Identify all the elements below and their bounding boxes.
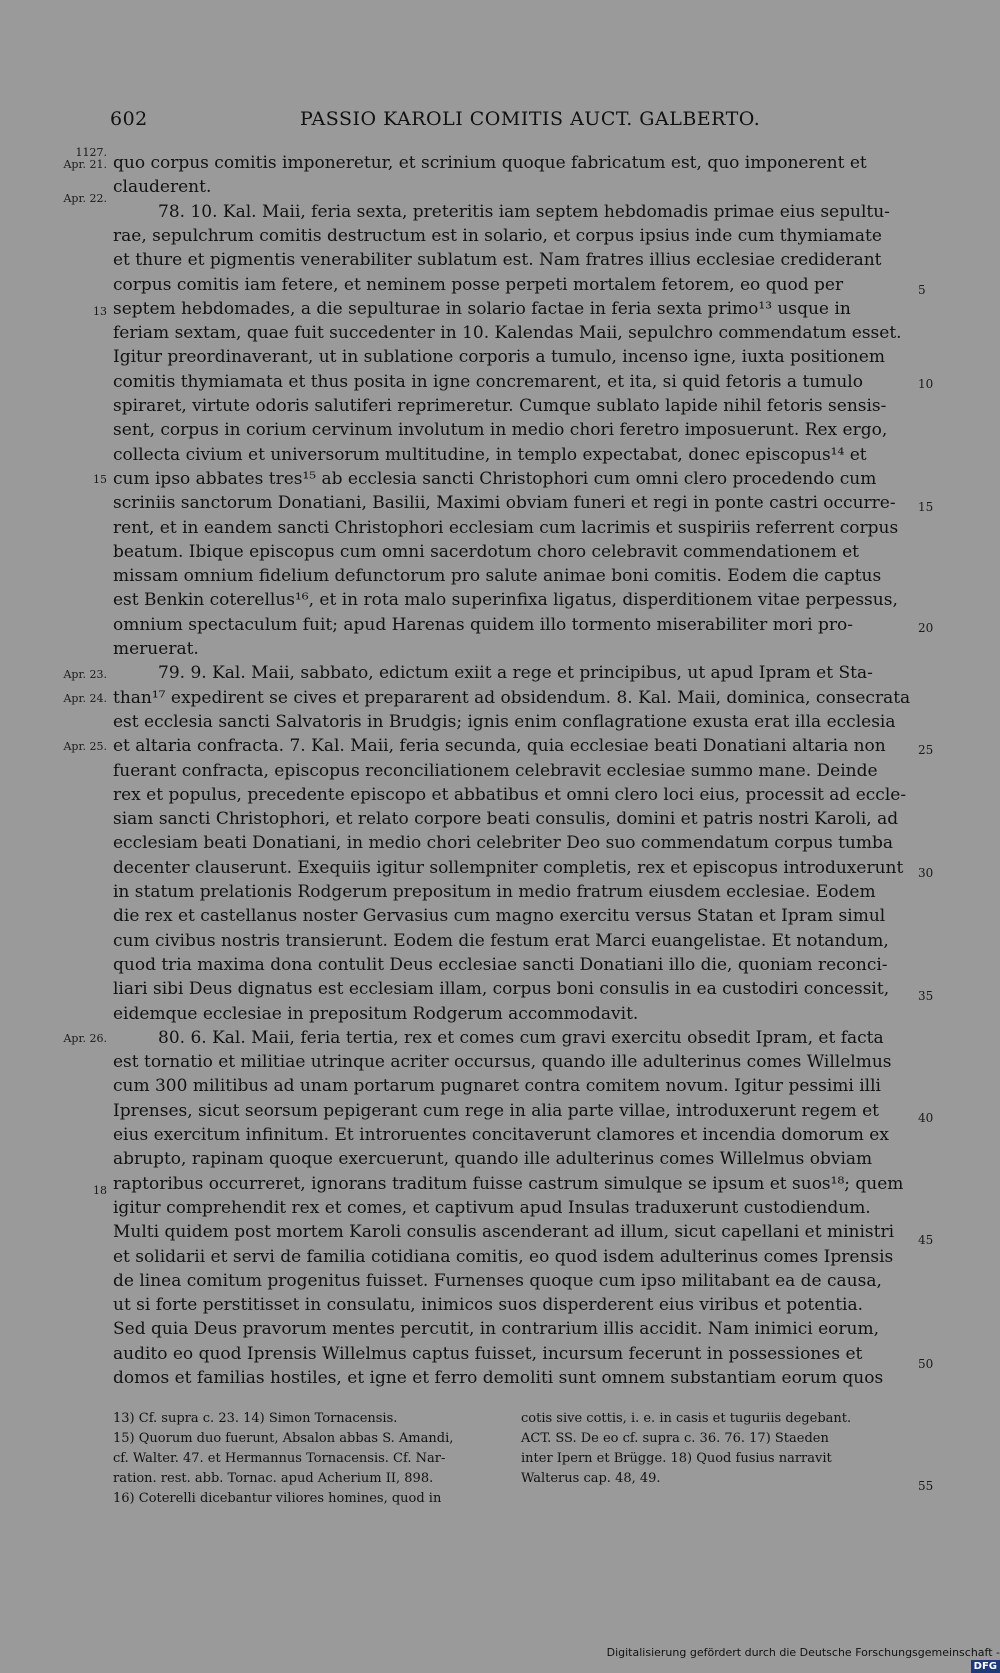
text-line: et altaria confracta. 7. Kal. Maii, feria secunda, quia ecclesiae beati Donatiani altaria non [113,736,886,757]
page-number: 602 [110,108,148,130]
page-header [110,108,910,138]
footnote-line: 13) Cf. supra c. 23. 14) Simon Tornacensis. [113,1411,398,1426]
text-line: spiraret, virtute odoris salutiferi reprimeretur. Cumque sublato lapide nihil fetoris sensis- [113,396,887,416]
text-line: quod tria maxima dona contulit Deus ecclesiae sancti Donatiani illo die, quoniam reconci- [113,954,888,975]
line-number: 20 [918,621,934,635]
text-line: feriam sextam, quae fuit succedenter in 10. Kalendas Maii, sepulchro commendatum esset. [113,323,902,344]
text-line: et solidarii et servi de familia cotidiana comitis, eo quod isdem adulterinus comes Iprensis [113,1246,894,1267]
line-number: 40 [918,1111,934,1125]
text-line: decenter clauserunt. Exequiis igitur sollempniter completis, rex et episcopus introduxerunt [113,857,904,878]
line-number: 50 [918,1357,934,1371]
text-line: igitur comprehendit rex et comes, et captivum apud Insulas traduxerunt custodiendum. [113,1197,871,1218]
text-line: rent, et in eandem sancti Christophori ecclesiam cum lacrimis et suspiriis referrent corpus [113,517,899,538]
text-line: Igitur preordinaverant, ut in sublatione corporis a tumulo, incenso igne, iuxta positionem [113,347,885,368]
margin-date: 1127. Apr. 21. [63,146,107,171]
text-line: in statum prelationis Rodgerum prepositum in medio fratrum eiusdem ecclesiae. Eodem [113,882,876,902]
text-line: than¹⁷ expedirent se cives et prepararent ad obsidendum. 8. Kal. Maii, dominica, consecrata [113,687,911,708]
text-line: septem hebdomades, a die sepulturae in solario factae in feria sexta primo¹³ usque in [113,298,851,319]
text-line: ut si forte perstitisset in consulatu, inimicos suos disperderent eius viribus et potentia. [113,1295,864,1316]
footnote-marker: 15 [93,473,107,486]
text-line: est Benkin coterellus¹⁶, et in rota malo superinfixa ligatus, disperditionem vitae perpessus, [113,590,898,611]
text-line: cum civibus nostris transierunt. Eodem die festum erat Marci euangelistae. Et notandum, [113,930,889,951]
text-line: est ecclesia sancti Salvatoris in Brudgis; ignis enim conflagratione exusta erat illa ecclesia [113,711,896,732]
line-number: 15 [918,500,934,514]
text-line: Sed quia Deus pravorum mentes percutit, in contrarium illis accidit. Nam inimici eorum, [113,1319,879,1340]
footnote-line: ration. rest. abb. Tornac. apud Acherium II, 898. [113,1471,434,1486]
line-number: 55 [918,1479,934,1493]
text-line: quo corpus comitis imponeretur, et scrinium quoque fabricatum est, quo imponerent et [113,153,867,173]
line-number: 25 [918,743,934,757]
text-line: die rex et castellanus noster Gervasius cum magno exercitu versus Statan et Ipram simul [113,906,886,927]
text-line: beatum. Ibique episcopus cum omni sacerdotum choro celebravit commendationem et [113,541,859,562]
footnote-marker: 18 [93,1184,107,1197]
footnote-line: Walterus cap. 48, 49. [521,1471,661,1486]
text-line: corpus comitis iam fetere, et neminem posse perpeti mortalem fetorem, eo quod per [113,274,844,295]
text-line: missam omnium fidelium defunctorum pro salute animae boni comitis. Eodem die captus [113,566,882,587]
text-line: cum 300 militibus ad unam portarum pugnaret contra comitem novum. Igitur pessimi illi [113,1076,881,1097]
text-line: Multi quidem post mortem Karoli consulis ascenderant ad illum, sicut capellani et ministri [113,1222,895,1243]
text-line: de linea comitum progenitus fuisset. Furnenses quoque cum ipso militabant ea de causa, [113,1270,882,1291]
text-line: omnium spectaculum fuit; apud Harenas quidem illo tormento miserabiliter mori pro- [113,614,854,635]
text-line: domos et familias hostiles, et igne et ferro demoliti sunt omnem substantiam eorum quos [113,1368,884,1388]
text-line: scriniis sanctorum Donatiani, Basilii, Maximi obviam funeri et regi in ponte castri occurre- [113,493,896,514]
margin-date: Apr. 25. [63,740,107,753]
margin-date: Apr. 24. [63,692,107,705]
text-line: audito eo quod Iprensis Willelmus captus fuisset, incursum fecerunt in possessiones et [113,1343,863,1364]
footnote-line: cotis sive cottis, i. e. in casis et tuguriis degebant. [521,1411,852,1426]
text-line: ecclesiam beati Donatiani, in medio chori celebriter Deo suo commendatum corpus tumba [113,833,893,854]
text-line: cum ipso abbates tres¹⁵ ab ecclesia sancti Christophori cum omni clero procedendo cum [113,468,877,489]
text-line: meruerat. [113,639,199,659]
line-number: 45 [918,1233,934,1247]
text-line: liari sibi Deus dignatus est ecclesiam illam, corpus boni consulis in ea custodiri concessit, [113,979,890,1000]
text-line: est tornatio et militiae utrinque acriter occursus, quando ille adulterinus comes Willelmus [113,1052,892,1073]
text-line: raptoribus occurreret, ignorans traditum fuisse castrum simulque se ipsum et suos¹⁸; quem [113,1173,904,1194]
line-number: 35 [918,989,934,1003]
page-title: PASSIO KAROLI COMITIS AUCT. GALBERTO. [300,108,761,130]
text-line: fuerant confracta, episcopus reconciliationem celebravit ecclesiae summo mane. Deinde [113,760,878,781]
text-line: siam sancti Christophori, et relato corpore beati consulis, domini et patris nostri Karoli, ad [113,809,899,830]
text-line: clauderent. [113,177,212,198]
footnote-line: cf. Walter. 47. et Hermannus Tornacensis. Cf. Nar- [113,1451,446,1466]
margin-date: Apr. 26. [63,1032,107,1045]
text-line: 80. 6. Kal. Maii, feria tertia, rex et comes cum gravi exercitu obsedit Ipram, et facta [158,1027,884,1048]
text-line: rex et populus, precedente episcopo et abbatibus et omni clero loci eius, processit ad eccle- [113,784,907,805]
footer-text: Digitalisierung gefördert durch die Deutsche Forschungsgemeinschaft - [606,1646,1000,1659]
line-number: 5 [918,283,926,297]
footnote-line: 16) Coterelli dicebantur viliores homines, quod in [113,1491,442,1506]
footnote-line: 15) Quorum duo fuerunt, Absalon abbas S. Amandi, [113,1431,454,1446]
text-line: eidemque ecclesiae in prepositum Rodgerum accommodavit. [113,1003,639,1024]
line-number: 10 [918,377,934,391]
margin-date: Apr. 22. [63,192,107,205]
line-number: 30 [918,866,934,880]
text-line: Iprenses, sicut seorsum pepigerant cum rege in alia parte villae, introduxerunt regem et [113,1100,879,1121]
footnote-marker: 13 [93,305,107,318]
text-line: comitis thymiamata et thus posita in igne concremarent, et ita, si quid fetoris a tumulo [113,371,863,392]
text-line: eius exercitum infinitum. Et introruentes concitaverunt clamores et incendia domorum ex [113,1125,889,1145]
text-line: sent, corpus in corium cervinum involutum in medio chori feretro imposuerunt. Rex ergo, [113,420,888,441]
text-line: collecta civium et universorum multitudine, in templo expectabat, donec episcopus¹⁴ et [113,444,867,465]
text-line: et thure et pigmentis venerabiliter sublatum est. Nam fratres illius ecclesiae crediderant [113,250,882,271]
dfg-logo: DFG [971,1660,1000,1673]
footnote-line: inter Ipern et Brügge. 18) Quod fusius narravit [521,1451,832,1466]
text-line: abrupto, rapinam quoque exercuerunt, quando ille adulterinus comes Willelmus obviam [113,1149,873,1170]
text-line: 79. 9. Kal. Maii, sabbato, edictum exiit a rege et principibus, ut apud Ipram et Sta- [158,663,873,684]
text-line: rae, sepulchrum comitis destructum est in solario, et corpus ipsius inde cum thymiamate [113,225,882,246]
footnote-line: ACT. SS. De eo cf. supra c. 36. 76. 17) Staeden [521,1431,829,1446]
text-line: 78. 10. Kal. Maii, feria sexta, preteritis iam septem hebdomadis primae eius sepultu- [158,201,890,222]
margin-date: Apr. 23. [63,668,107,681]
dfg-footer [600,1646,1000,1672]
